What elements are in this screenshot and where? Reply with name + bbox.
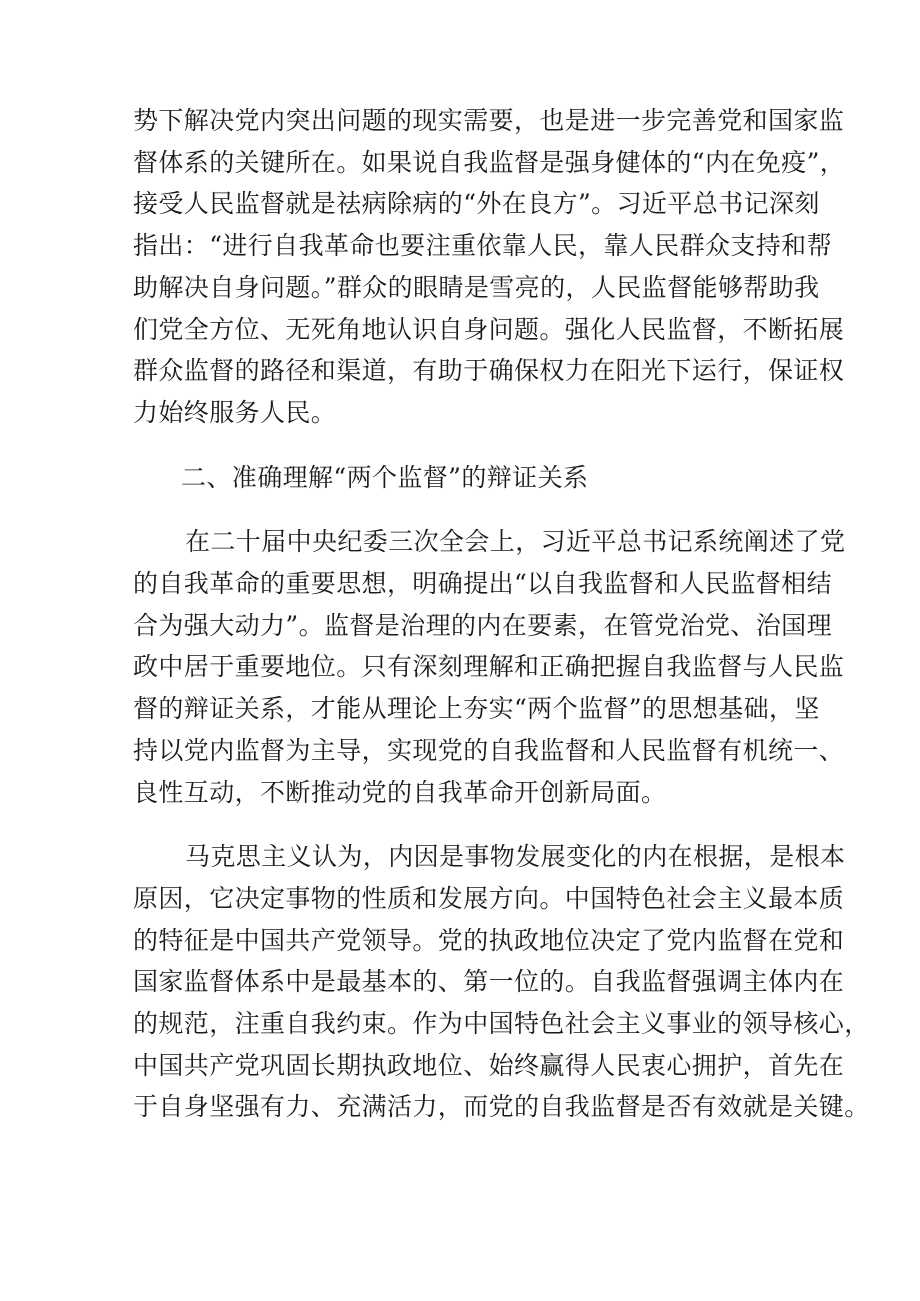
text-line: 的规范，注重自我约束。作为中国特色社会主义事业的领导核心， [133,1009,870,1039]
text-line: 合为强大动力”。监督是治理的内在要素，在管党治党、治国理 [133,610,832,640]
text-line: 势下解决党内突出问题的现实需要，也是进一步完善党和国家监 [133,106,845,135]
heading-text: 二、准确理解“两个监督”的辩证关系 [181,462,589,492]
text-line: 原因，它决定事物的性质和发展方向。中国特色社会主义最本质 [133,883,845,913]
text-line: 群众监督的路径和渠道，有助于确保权力在阳光下运行，保证权 [133,356,845,386]
text-line: 良性互动，不断推动党的自我革命开创新局面。 [133,777,667,807]
paragraph-dialectical-relation [133,521,846,813]
text-line: 马克思主义认为，内因是事物发展变化的内在根据，是根本 [185,842,846,872]
text-line: 力始终服务人民。 [133,397,337,427]
text-line: 政中居于重要地位。只有深刻理解和正确把握自我监督与人民监 [133,652,845,682]
text-line: 持以党内监督为主导，实现党的自我监督和人民监督有机统一、 [133,735,845,765]
text-line: 中国共产党巩固长期执政地位、始终赢得人民衷心拥护，首先在 [133,1050,845,1080]
text-line: 在二十届中央纪委三次全会上，习近平总书记系统阐述了党 [185,527,846,557]
text-line: 的自我革命的重要思想，明确提出“以自我监督和人民监督相结 [133,569,832,599]
text-line: 们党全方位、无死角地认识自身问题。强化人民监督，不断拓展 [133,314,845,344]
paragraph-marxism [133,836,870,1128]
text-line: 督体系的关键所在。如果说自我监督是强身健体的“内在免疫”， [133,147,846,177]
text-line: 于自身坚强有力、充满活力，而党的自我监督是否有效就是关键。 [133,1092,870,1122]
text-line: 指出：“进行自我革命也要注重依靠人民，靠人民群众支持和帮 [133,231,832,261]
section-heading [133,457,795,499]
text-line: 助解决自身问题。”群众的眼睛是雪亮的，人民监督能够帮助我 [133,272,820,302]
text-line: 国家监督体系中是最基本的、第一位的。自我监督强调主体内在 [133,967,845,997]
document-page [133,100,870,1128]
text-line: 接受人民监督就是祛病除病的“外在良方”。习近平总书记深刻 [133,189,820,219]
text-line: 的特征是中国共产党领导。党的执政地位决定了党内监督在党和 [133,925,845,955]
text-line: 督的辩证关系，才能从理论上夯实“两个监督”的思想基础，坚 [133,694,820,724]
paragraph-continued [133,100,846,434]
